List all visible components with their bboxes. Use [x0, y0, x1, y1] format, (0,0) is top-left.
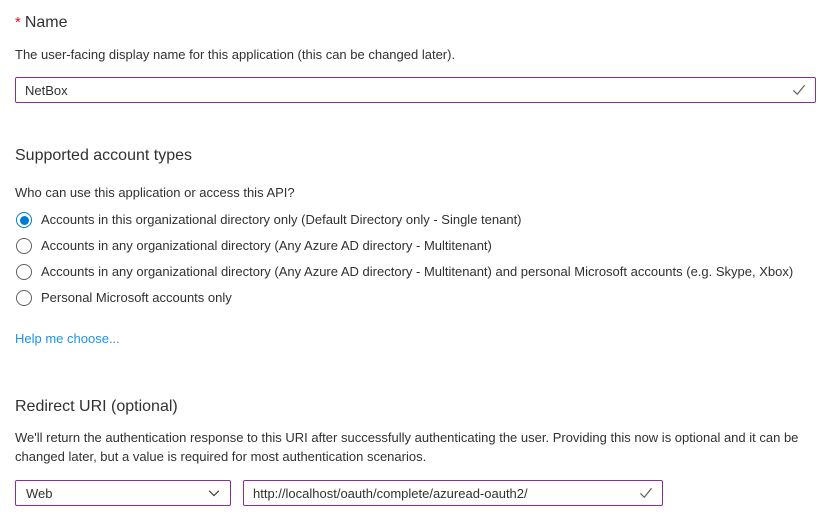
- name-title-text: Name: [24, 14, 68, 31]
- help-me-choose-link[interactable]: Help me choose...: [15, 331, 120, 346]
- name-section-title: [15, 12, 816, 33]
- redirect-uri-row: [15, 480, 816, 506]
- radio-button[interactable]: [16, 264, 32, 280]
- radio-option-label[interactable]: Personal Microsoft accounts only: [41, 290, 232, 305]
- name-input[interactable]: [16, 78, 815, 102]
- radio-button[interactable]: [16, 290, 32, 306]
- radio-option-multitenant-personal[interactable]: [15, 264, 816, 280]
- platform-select-value: Web: [26, 485, 53, 501]
- chevron-down-icon: [207, 486, 221, 500]
- account-types-question: Who can use this application or access this API?: [15, 185, 295, 200]
- account-types-radio-group: [15, 212, 816, 306]
- radio-option-label[interactable]: Accounts in any organizational directory (Any Azure AD directory - Multitenant) and personal Microsoft accounts (e.g. Skype, Xbox): [41, 264, 794, 279]
- name-description: The user-facing display name for this application (this can be changed later).: [15, 47, 456, 62]
- redirect-uri-description: We'll return the authentication response to this URI after successfully authenticating the user. Providing this now is optional and it can be changed later, but a value is required for most authentication scenarios.: [15, 430, 799, 464]
- radio-option-label[interactable]: Accounts in any organizational directory (Any Azure AD directory - Multitenant): [41, 238, 492, 253]
- radio-option-personal-only[interactable]: [15, 290, 816, 306]
- radio-button[interactable]: [16, 238, 32, 254]
- radio-option-single-tenant[interactable]: [15, 212, 816, 228]
- redirect-uri-input[interactable]: [244, 481, 662, 505]
- redirect-uri-input-container: [243, 480, 663, 506]
- required-asterisk: *: [15, 14, 21, 31]
- platform-select-dropdown[interactable]: [15, 480, 231, 506]
- radio-button[interactable]: [16, 212, 32, 228]
- radio-option-label[interactable]: Accounts in this organizational directory only (Default Directory only - Single tenant): [41, 212, 522, 227]
- name-input-container: [15, 77, 816, 103]
- redirect-uri-title: Redirect URI (optional): [15, 398, 178, 415]
- valid-check-icon: [792, 84, 806, 96]
- account-types-title: Supported account types: [15, 147, 193, 164]
- radio-option-multitenant[interactable]: [15, 238, 816, 254]
- valid-check-icon: [639, 487, 653, 499]
